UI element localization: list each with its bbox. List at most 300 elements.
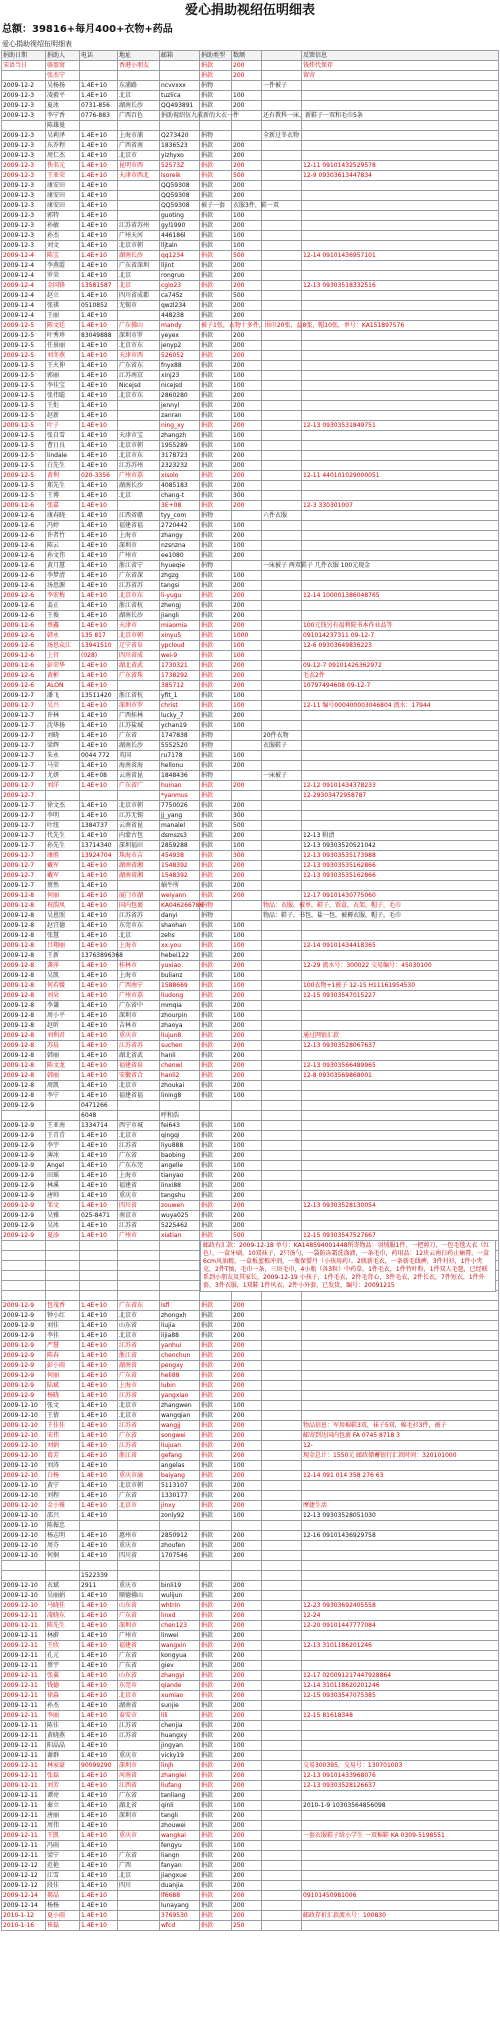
table-cell: 广东省 <box>118 731 160 741</box>
table-cell: 1.4E+10 <box>80 351 118 361</box>
table-cell <box>200 1561 232 1571</box>
table-cell: liujuan <box>160 1441 200 1451</box>
table-cell: 邹文 <box>46 1201 80 1211</box>
column-header: 捐助类型 <box>200 51 232 61</box>
table-cell: 100 <box>232 1011 262 1021</box>
table-cell: 12-6 09303649836223 <box>302 641 499 651</box>
table-cell: 12-14 310118620201246 <box>302 1681 499 1691</box>
table-cell: 200 <box>232 951 262 961</box>
table-cell <box>160 71 200 81</box>
table-cell: 200 <box>232 481 262 491</box>
table-cell: 捐款 <box>200 1231 232 1241</box>
table-cell: 2009-12-4 <box>2 301 46 311</box>
table-cell: 200 <box>232 1771 262 1781</box>
table-cell: 捐款 <box>200 1611 232 1621</box>
table-cell <box>80 1241 118 1251</box>
table-cell: 200 <box>232 1891 262 1901</box>
table-cell: 2009-12-12 <box>2 1881 46 1891</box>
table-cell <box>302 1131 499 1141</box>
table-cell <box>302 1171 499 1181</box>
table-cell: 2009-12-10 <box>2 1581 46 1591</box>
table-cell: 2009-12-6 <box>2 531 46 541</box>
table-cell <box>302 351 499 361</box>
table-cell: 张自雪 <box>46 431 80 441</box>
table-cell: 1.4E+10 <box>80 1051 118 1061</box>
table-cell: 100 <box>232 91 262 101</box>
table-row <box>2 621 499 631</box>
table-row <box>2 751 499 761</box>
table-cell: 1.4E+10 <box>80 1671 118 1681</box>
table-row <box>2 1081 499 1091</box>
table-cell: 200 <box>232 1761 262 1771</box>
table-cell: 捐款 <box>200 381 232 391</box>
table-cell: 200 <box>232 961 262 971</box>
table-cell <box>46 1571 80 1581</box>
table-cell: 2009-12-9 <box>2 1121 46 1131</box>
table-cell: 2009-12-4 <box>2 271 46 281</box>
table-cell: 12-13 09303535162866 <box>302 861 499 871</box>
table-cell: 捐款 <box>200 1341 232 1351</box>
table-cell <box>302 1161 499 1171</box>
table-cell: 2009-12-9 <box>2 1221 46 1231</box>
table-cell <box>302 91 499 101</box>
table-cell: lijia88 <box>160 1331 200 1341</box>
table-cell: 重庆市 <box>118 1541 160 1551</box>
table-cell: 1.4E+10 <box>80 1651 118 1661</box>
table-cell <box>160 1101 200 1111</box>
table-cell <box>160 61 200 71</box>
table-cell: 2009-12-7 <box>2 871 46 881</box>
table-cell <box>262 831 302 841</box>
table-cell <box>302 1361 499 1371</box>
table-cell: 捐款 <box>200 1361 232 1371</box>
table-cell: linxd <box>160 1611 200 1621</box>
table-cell: lsoreik <box>160 171 200 181</box>
table-cell: 1.4E+10 <box>80 961 118 971</box>
table-cell: 1.4E+10 <box>80 1491 118 1501</box>
table-cell: mmqia <box>160 1001 200 1011</box>
table-cell: 1.4E+10 <box>80 1321 118 1331</box>
table-cell: chenchun <box>160 1351 200 1361</box>
table-cell: 白杨 <box>46 1471 80 1481</box>
table-cell <box>118 311 160 321</box>
table-cell: 12-13 09303528067637 <box>302 1041 499 1051</box>
table-cell: 刘利君 <box>46 1031 80 1041</box>
table-cell: 王佳佳 <box>46 1421 80 1431</box>
table-row <box>2 721 499 731</box>
table-cell: 顺德佛山 <box>118 1591 160 1601</box>
table-cell: 1.4E+10 <box>80 321 118 331</box>
table-cell: 呼和浩 <box>160 1111 200 1121</box>
table-cell: 北京市 <box>118 1081 160 1091</box>
table-cell <box>262 1801 302 1811</box>
table-cell: 钟小红 <box>46 1311 80 1321</box>
table-cell: 2009-12-14 <box>2 1901 46 1911</box>
table-cell <box>118 1521 160 1531</box>
table-cell: ncvvxxx <box>160 81 200 91</box>
table-cell: 白先生 <box>46 461 80 471</box>
table-cell <box>262 1901 302 1911</box>
table-cell <box>262 1511 302 1521</box>
table-cell <box>118 1101 160 1111</box>
table-cell: 还有教科一床、新鞋子一双和毛巾5条 <box>263 112 363 119</box>
table-row <box>2 681 499 691</box>
table-cell <box>262 1091 302 1101</box>
table-cell <box>302 341 499 351</box>
table-cell <box>302 1561 499 1571</box>
table-cell: lubin <box>160 1381 200 1391</box>
table-row <box>2 351 499 361</box>
table-cell: 200 <box>232 1691 262 1701</box>
table-cell: 何丽 <box>46 1371 80 1381</box>
table-cell: 捐款 <box>200 1431 232 1441</box>
table-cell <box>302 1341 499 1351</box>
table-cell: 捐款 <box>200 641 232 651</box>
table-cell <box>302 1551 499 1561</box>
table-cell: 捐款 <box>200 801 232 811</box>
table-cell: 山东省 <box>118 1601 160 1611</box>
table-cell <box>46 1241 80 1251</box>
table-cell: 捐款 <box>200 181 232 191</box>
table-row <box>2 611 499 621</box>
table-cell: 200 <box>232 1151 262 1161</box>
table-cell: jj_yang <box>160 811 200 821</box>
table-cell: 捐款 <box>200 391 232 401</box>
table-cell <box>262 811 302 821</box>
table-cell: 捐款 <box>200 1781 232 1791</box>
table-cell: 刘文 <box>46 241 80 251</box>
table-cell: 1.4E+10 <box>80 741 118 751</box>
table-cell: 2009-12-3 <box>2 161 46 171</box>
table-cell <box>46 1271 80 1281</box>
table-row <box>2 1511 499 1521</box>
table-cell: 2009-12-9 <box>2 1311 46 1321</box>
table-cell: 2009-12-5 <box>2 321 46 331</box>
table-row <box>2 1641 499 1651</box>
table-cell: 200 <box>232 1071 262 1081</box>
table-cell <box>80 121 118 131</box>
table-cell: 夏小雨 <box>46 1911 80 1921</box>
table-cell <box>302 1841 499 1851</box>
table-cell: 100 <box>232 721 262 731</box>
table-cell: 200 <box>232 1551 262 1561</box>
table-cell: 王新 <box>46 951 80 961</box>
table-cell: 捐物 <box>200 901 232 911</box>
table-cell: 200 <box>232 151 262 161</box>
table-cell: 2009-12-11 <box>2 1641 46 1651</box>
table-row <box>2 1861 499 1871</box>
table-cell <box>262 391 302 401</box>
table-cell: 捐款 <box>200 981 232 991</box>
table-cell: 1.4E+10 <box>80 361 118 371</box>
table-cell: qq1234 <box>160 251 200 261</box>
table-row <box>2 911 499 921</box>
table-cell: 2323232 <box>160 461 200 471</box>
table-cell <box>262 841 302 851</box>
table-cell: 湖南长沙 <box>118 481 160 491</box>
table-cell: 1.4E+10 <box>80 601 118 611</box>
table-cell: yeyex <box>160 331 200 341</box>
table-cell: 浙江省 <box>118 1351 160 1361</box>
table-cell: 200 <box>232 421 262 431</box>
table-cell: liujun8 <box>160 1031 200 1041</box>
table-cell: 黄彬 <box>46 671 80 681</box>
table-cell: 孙杰 <box>46 231 80 241</box>
table-row <box>2 321 499 331</box>
table-cell <box>302 491 499 501</box>
page-title: 爱心捐助视绍伍明细表 <box>184 3 315 18</box>
table-cell: zhaoya <box>160 1021 200 1031</box>
table-cell <box>262 1501 302 1511</box>
table-row <box>2 941 499 951</box>
table-cell: 刘朵 <box>46 991 80 1001</box>
table-cell: 1.4E+10 <box>80 1881 118 1891</box>
table-cell: 200 <box>232 1701 262 1711</box>
table-cell: 526052 <box>160 351 200 361</box>
table-cell: 葛芳 <box>46 1451 80 1461</box>
table-cell: 500 <box>232 171 262 181</box>
table-row <box>2 891 499 901</box>
table-row <box>2 1591 499 1601</box>
table-cell: 1730321 <box>160 661 200 671</box>
table-cell <box>118 1111 160 1121</box>
table-row <box>2 271 499 281</box>
table-cell: 448238 <box>160 311 200 321</box>
table-cell: 1.4E+10 <box>80 991 118 1001</box>
table-cell: 1.4E+10 <box>80 1551 118 1561</box>
table-cell: 1.4E+10 <box>80 501 118 511</box>
table-cell: 2009-12-5 <box>2 371 46 381</box>
table-cell: xisolo <box>160 471 200 481</box>
table-cell: 捐款 <box>200 331 232 341</box>
table-cell <box>262 1021 302 1031</box>
table-cell: 捐款 <box>200 1401 232 1411</box>
table-row <box>2 1691 499 1701</box>
table-cell: 100 <box>232 1401 262 1411</box>
table-cell <box>262 1621 302 1631</box>
table-cell: 一套衣服鞋子给小学生 一双棉鞋 KA 0309-5198551 <box>302 1831 499 1841</box>
table-cell: 捐款 <box>200 451 232 461</box>
table-cell <box>302 271 499 281</box>
table-cell: 江苏省 <box>118 1721 160 1731</box>
table-cell: 025-8471 <box>80 1211 118 1221</box>
table-cell: 2009-12-5 <box>2 461 46 471</box>
table-cell <box>302 1401 499 1411</box>
table-cell: 2009-12-8 <box>2 971 46 981</box>
table-row <box>2 951 499 961</box>
table-cell: 500 <box>232 291 262 301</box>
table-cell: 林溪 <box>46 1181 80 1191</box>
table-row <box>2 1711 499 1721</box>
table-cell: 2009-12-10 <box>2 1531 46 1541</box>
table-cell: 2009-12-10 <box>2 1421 46 1431</box>
table-row <box>2 571 499 581</box>
table-cell: 12-15 09303547075385 <box>302 1691 499 1701</box>
table-cell: 捐款 <box>200 1221 232 1231</box>
table-cell: 蔡鑫 <box>46 621 80 631</box>
table-cell <box>262 531 302 541</box>
table-cell <box>262 781 302 791</box>
table-cell: 2009-12-9 <box>2 1101 46 1111</box>
table-cell <box>232 731 262 741</box>
table-cell: jenyp2 <box>160 341 200 351</box>
table-cell <box>232 561 262 571</box>
table-cell: 2009-12-11 <box>2 1821 46 1831</box>
table-row <box>2 521 499 531</box>
table-row <box>2 671 499 681</box>
table-cell: 李佳 <box>46 1331 80 1341</box>
table-row <box>2 1781 499 1791</box>
table-cell <box>80 1521 118 1531</box>
table-cell: 浙江省杭 <box>118 601 160 611</box>
table-cell <box>80 1281 118 1291</box>
table-cell: 留寄 <box>302 71 499 81</box>
table-cell <box>262 1611 302 1621</box>
table-row <box>2 1381 499 1391</box>
table-cell: christ <box>160 701 200 711</box>
table-cell: ychan19 <box>160 721 200 731</box>
table-cell: 100 <box>232 701 262 711</box>
table-row <box>2 1111 499 1121</box>
table-cell <box>46 1261 80 1271</box>
table-cell: 东莞市东 <box>118 921 160 931</box>
table-cell: 2009-12-7 <box>2 761 46 771</box>
table-cell: 1.4E+10 <box>80 1851 118 1861</box>
table-cell: 1.4E+10 <box>80 131 118 141</box>
table-cell: 200 <box>232 671 262 681</box>
table-cell: 2009-12-11 <box>2 1771 46 1781</box>
table-cell: 捐款 <box>200 1831 232 1841</box>
table-cell <box>262 1721 302 1731</box>
table-cell: hyueqie <box>160 561 200 571</box>
table-cell <box>46 1251 80 1261</box>
table-cell: 091014237311 09-12-7 <box>302 631 499 641</box>
table-cell <box>262 341 302 351</box>
table-cell <box>2 1291 46 1301</box>
table-cell: 2009-12-5 <box>2 391 46 401</box>
table-cell <box>302 711 499 721</box>
table-cell: 200 <box>232 1181 262 1191</box>
table-cell: 湖南省湘 <box>118 861 160 871</box>
table-cell: 1.4E+10 <box>80 1501 118 1511</box>
table-cell <box>160 1281 200 1291</box>
table-cell: 2009-12-11 <box>2 1721 46 1731</box>
table-cell: 北京 <box>118 491 160 501</box>
table-cell: 东乔程 <box>46 141 80 151</box>
table-cell <box>262 1331 302 1341</box>
table-cell: zhoukai <box>160 1081 200 1091</box>
table-cell <box>118 1891 160 1901</box>
table-row <box>2 1551 499 1561</box>
table-cell: 康安田 <box>46 181 80 191</box>
table-cell: 刘芳 <box>46 1781 80 1791</box>
table-row <box>2 1301 499 1311</box>
table-row <box>2 1451 499 1461</box>
table-cell: 2009-12-5 <box>2 401 46 411</box>
table-row <box>2 1871 499 1881</box>
table-cell: 钱炜代保存 <box>302 61 499 71</box>
table-cell: 385712 <box>160 681 200 691</box>
table-cell: 刘程 <box>46 1491 80 1501</box>
table-cell <box>118 211 160 221</box>
table-cell <box>302 1591 499 1601</box>
table-cell: shaohan <box>160 921 200 931</box>
table-cell: 3E+08 <box>160 501 200 511</box>
table-cell: 12-13 09303518332516 <box>302 281 499 291</box>
table-cell: 1.4E+10 <box>80 901 118 911</box>
table-cell: 北京市 <box>118 151 160 161</box>
table-cell: 1.4E+10 <box>80 761 118 771</box>
table-row <box>2 531 499 541</box>
table-cell: wangjj <box>160 1421 200 1431</box>
table-cell: lljtaln <box>160 241 200 251</box>
table-cell: 200 <box>232 71 262 81</box>
table-cell: 江雪 <box>46 1871 80 1881</box>
table-cell <box>262 441 302 451</box>
table-cell: 1.4E+10 <box>80 1791 118 1801</box>
table-cell: 重庆市渝 <box>118 1471 160 1481</box>
table-row <box>2 1741 499 1751</box>
table-cell: 200 <box>232 1851 262 1861</box>
table-cell: 捐款 <box>200 491 232 501</box>
table-cell: 捐款 <box>200 361 232 371</box>
table-cell: 广东省广 <box>118 781 160 791</box>
table-row <box>2 971 499 981</box>
table-row <box>2 931 499 941</box>
table-cell: 1.4E+10 <box>80 1381 118 1391</box>
table-cell: 2009-12-3 <box>2 221 46 231</box>
table-cell: 江苏省苏州 <box>118 221 160 231</box>
table-cell: 严慧 <box>46 1341 80 1351</box>
table-cell: chenjia <box>160 1721 200 1731</box>
table-cell: 北京市朝 <box>118 241 160 251</box>
table-cell: 深圳市罗 <box>118 701 160 711</box>
table-cell: 广东省 <box>118 1431 160 1441</box>
table-cell: 捐款 <box>200 701 232 711</box>
table-cell: 1.4E+10 <box>80 1711 118 1721</box>
table-cell: 捐款 <box>200 1801 232 1811</box>
table-cell: chang-t <box>160 491 200 501</box>
table-cell: 1.4E+10 <box>80 1401 118 1411</box>
column-header: 邮箱 <box>160 51 200 61</box>
table-cell: 2009-12-3 <box>2 181 46 191</box>
table-cell: 100 <box>232 571 262 581</box>
table-cell: 2009-12-8 <box>2 1081 46 1091</box>
table-cell: 2009-12-11 <box>2 1681 46 1691</box>
table-cell: 12-9 09303613447834 <box>302 171 499 181</box>
table-cell: 许者竹 <box>46 531 80 541</box>
table-row <box>2 1461 499 1471</box>
table-cell: 蜗牛所 <box>160 881 200 891</box>
table-cell: 1.4E+10 <box>80 811 118 821</box>
table-cell: 2009-12-6 <box>2 601 46 611</box>
table-cell: 北京市朝 <box>118 631 160 641</box>
table-cell: 捐款 <box>200 1841 232 1851</box>
table-cell: 深圳市 <box>118 1011 160 1021</box>
table-cell: 2009-12-9 <box>2 1141 46 1151</box>
table-cell: ning_xy <box>160 421 200 431</box>
table-cell: 湖南长沙 <box>118 251 160 261</box>
table-row <box>2 641 499 651</box>
table-cell: 13511420 <box>80 691 118 701</box>
table-cell <box>118 71 160 81</box>
table-cell: nzsnzna <box>160 541 200 551</box>
table-cell: 1.4E+10 <box>80 1471 118 1481</box>
table-cell: 1.4E+10 <box>80 1131 118 1141</box>
table-cell: 1.4E+10 <box>80 1531 118 1541</box>
table-cell: ee1080 <box>160 551 200 561</box>
table-cell: lili <box>160 1711 200 1721</box>
